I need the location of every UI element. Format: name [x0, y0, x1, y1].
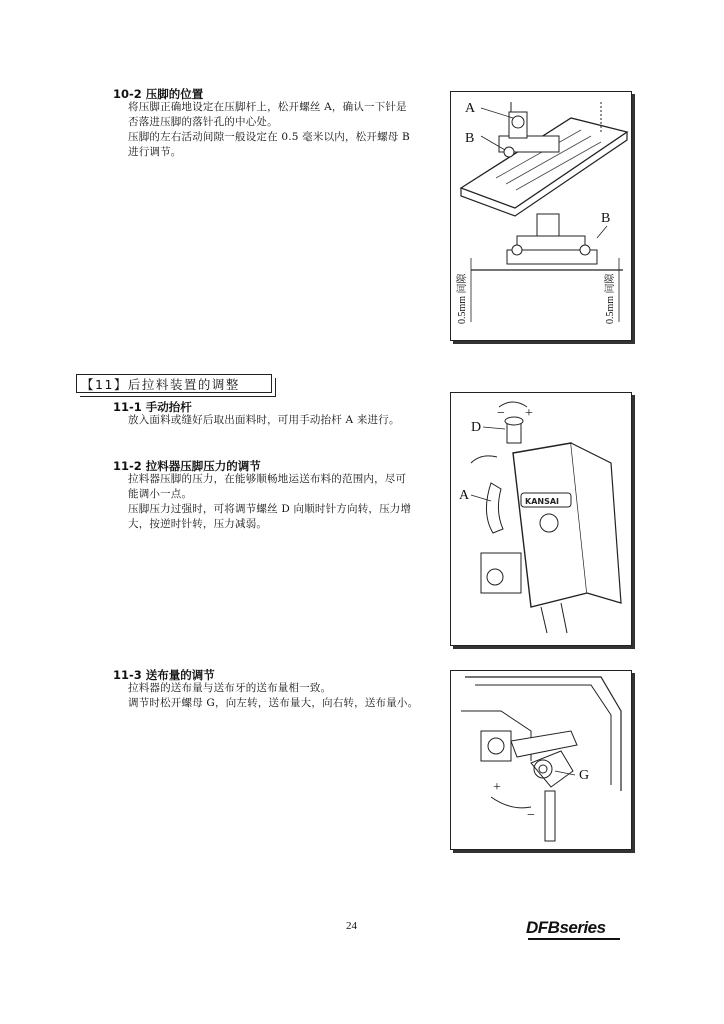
- fig-minus: −: [497, 406, 505, 421]
- fig-label-d: D: [471, 420, 482, 435]
- section-11-2-text: [128, 472, 444, 532]
- text-line: 调节时松开螺母 G，向左转，送布量大，向右转，送布量小。: [128, 697, 419, 709]
- figure-puller-assembly: [450, 392, 632, 646]
- fig-gap-left: 0.5mm 间隙: [457, 273, 468, 324]
- figure-presser-foot-position: [450, 91, 632, 341]
- page-number: 24: [346, 920, 357, 932]
- text-line: 压脚的左右活动间隙一般设定在 0.5 毫米以内，松开螺母 B: [128, 131, 410, 143]
- fig-label-b2: B: [601, 211, 611, 226]
- text-line: 拉料器的送布量与送布牙的送布量相一致。: [128, 682, 332, 694]
- text-line: 拉料器压脚的压力，在能够顺畅地运送布料的范围内，尽可: [128, 473, 407, 485]
- series-logo: DFBseries: [526, 918, 606, 937]
- puller-illustration: [451, 393, 631, 645]
- fig-label-g: G: [579, 768, 590, 783]
- text-line: 压脚压力过强时，可将调节螺丝 D 向顺时针方向转，压力增: [128, 503, 412, 515]
- presser-foot-illustration: [451, 92, 631, 340]
- chapter-11-heading: 【11】后拉料装置的调整: [76, 374, 272, 393]
- section-11-3-title: 11-3 送布量的调节: [113, 668, 215, 682]
- text-line: 大，按逆时针转，压力减弱。: [128, 518, 268, 530]
- fig-plus: +: [493, 780, 501, 795]
- fig-plus: +: [525, 406, 533, 421]
- section-11-3-text: [128, 681, 444, 711]
- text-line: 能调小一点。: [128, 488, 193, 500]
- section-10-2-text: [128, 100, 444, 160]
- fig-label-a: A: [459, 488, 470, 503]
- fig-gap-right: 0.5mm 间隙: [605, 273, 616, 324]
- fig-label-a: A: [465, 101, 476, 116]
- text-line: 将压脚正确地设定在压脚杆上，松开螺丝 A，确认一下针是: [128, 101, 407, 113]
- section-11-1-title: 11-1 手动抬杆: [113, 400, 192, 414]
- text-line: 放入面料或缝好后取出面料时，可用手动抬杆 A 来进行。: [128, 414, 400, 426]
- figure-feed-adjustment: [450, 670, 632, 850]
- section-11-2-title: 11-2 拉料器压脚压力的调节: [113, 459, 261, 473]
- feed-illustration: [451, 671, 631, 849]
- brand-plate: KANSAI: [525, 497, 560, 506]
- section-11-1-text: [128, 413, 444, 428]
- section-10-2-title: 10-2 压脚的位置: [113, 87, 204, 101]
- text-line: 否落进压脚的落针孔的中心处。: [128, 116, 278, 128]
- text-line: 进行调节。: [128, 146, 182, 158]
- fig-minus: −: [527, 808, 535, 823]
- logo-underline: [528, 938, 620, 940]
- fig-label-b: B: [465, 131, 475, 146]
